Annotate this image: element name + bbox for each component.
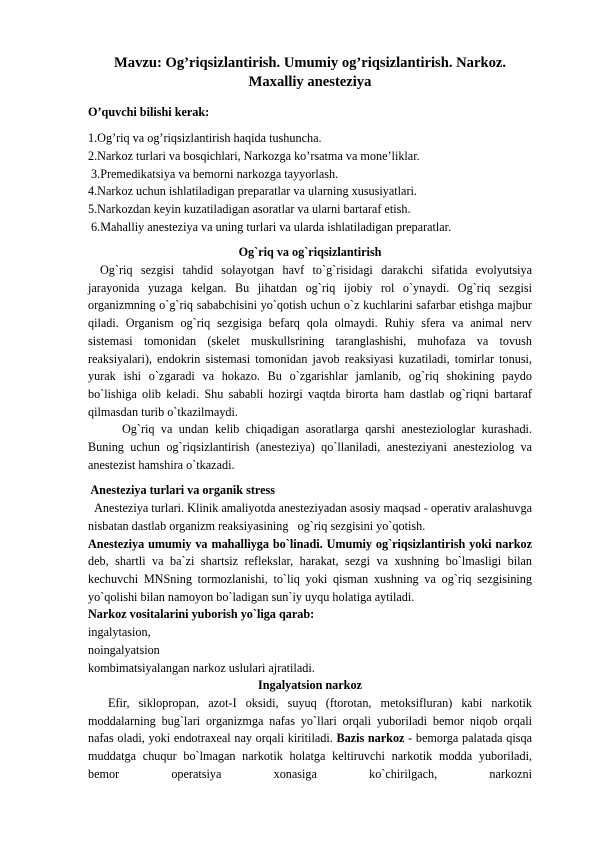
bold-lead: Anesteziya umumiy va mahalliyga bo`linadi. Umumiy og`riqsizlantirish yoki narkoz xyxy=(88,536,532,551)
spacer xyxy=(88,474,532,482)
subheading: Narkoz vositalarini yuborish yo`liga qarab: xyxy=(88,607,315,622)
objectives-list xyxy=(88,130,532,236)
objective-item: 4.Narkoz uchun ishlatiladigan preparatlar va ularning xususiyatlari. xyxy=(88,184,417,199)
paragraph: Og`riq va undan kelib chiqadigan asoratlarga qarshi anesteziologlar kurashadi. Buning uchun og`riqsizlantirish (anesteziya) qo`llaniladi, anesteziyani anesteziolog va anestezist hamshira o`tkazadi. xyxy=(88,422,532,472)
objective-item: 5.Narkozdan keyin kuzatiladigan asoratlar va ularni bartaraf etish. xyxy=(88,201,411,216)
bold-term: Bazis narkoz xyxy=(336,731,405,746)
spacer xyxy=(88,236,532,244)
means-item: kombimatsiyalangan narkoz uslulari ajratiladi. xyxy=(88,660,315,675)
paragraph-text: deb, shartli va ba`zi shartsiz reflekslar, harakat, sezgi va xushning bo`lmasligi bilan kechuvchi MNSning tormozlanishi, to`liq yoki qisman xushning va og`riq sezgisining yo`qolishi bilan namoyon bo`ladigan sun`iy uyqu holatiga aytiladi. xyxy=(88,554,532,604)
page-title: Mavzu: Og’riqsizlantirish. Umumiy og’riqsizlantirish. Narkoz. Maxalliy anesteziya xyxy=(114,55,506,91)
document-body xyxy=(88,54,536,783)
paragraph: Anesteziya turlari. Klinik amaliyotda anesteziyadan asosiy maqsad - operativ aralashuvga nisbatan dastlab organizm reaksiyasining og`riq sezgisini yo`qotish. xyxy=(88,501,536,533)
objective-item: 6.Mahalliy anesteziya va uning turlari va ularda ishlatiladigan preparatlar. xyxy=(88,219,452,234)
paragraph-text: Efir, siklopropan, azot-I oksidi, suyuq (ftorotan, metoksifluran) kabi narkotik moddalarning bug`lari organizmga nafas yo`llari orqali yuboriladi bemor niqob orqali nafas oladi, yoki endotraxeal nay orqali kiritiladi. xyxy=(88,695,532,746)
section-heading: Ingalyatsion narkoz xyxy=(258,678,362,693)
paragraph-text: - bemorga palatada qisqa muddatga chuqur bo`lmagan narkotik holatga keltiruvchi narkotik modda yuboriladi, bemor operatsiya xonasiga ko`chirilgach, narkozni xyxy=(88,731,532,781)
section-heading: Og`riq va og`riqsizlantirish xyxy=(238,245,382,260)
spacer xyxy=(88,122,532,130)
paragraph: Og`riq sezgisi tahdid solayotgan havf to`g`risidagi darakchi sifatida evolyutsiya jarayonida yuzaga kelgan. Bu jihatdan og`riq ijobiy rol o`ynaydi. Og`riq sezgisi organizmning o`g`riq sababchisini yo`qotish uchun o`z kuchlarini safarbar etishga majbur qiladi. Organism og`riq sezgisiga befarq qola olmaydi. Ruhiy sfera va animal nerv sistemasi tomonidan (skelet muskullsrining taranglashishi, muhofaza va tovush reaksiyalari), endokrin sistemasi tomonidan javob reaksiyasi kuzatiladi, tomirlar tonusi, yurak ishi o`zgaradi va hokazo. Bu o`zgarishlar jamlanib, og`riq shokining paydo bo`lishiga olib keladi. Shu sababli hozirgi vaqtda birorta ham dastlab og`riqni bartaraf qilmasdan turib o`tkazilmaydi. xyxy=(88,263,532,419)
paragraph xyxy=(88,536,532,607)
means-item: ingalytasion, xyxy=(88,625,151,640)
objective-item: 3.Premedikatsiya va bemorni narkozga tayyorlash. xyxy=(88,166,339,181)
intro-heading: O’quvchi bilishi kerak: xyxy=(88,105,210,120)
section-heading: Anesteziya turlari va organik stress xyxy=(88,483,275,498)
objective-item: 2.Narkoz turlari va bosqichlari, Narkozga ko’rsatma va mone’liklar. xyxy=(88,148,420,163)
objective-item: 1.Og’riq va og’riqsizlantirish haqida tushuncha. xyxy=(88,131,322,146)
paragraph xyxy=(88,695,532,784)
means-item: noingalyatsion xyxy=(88,642,160,657)
